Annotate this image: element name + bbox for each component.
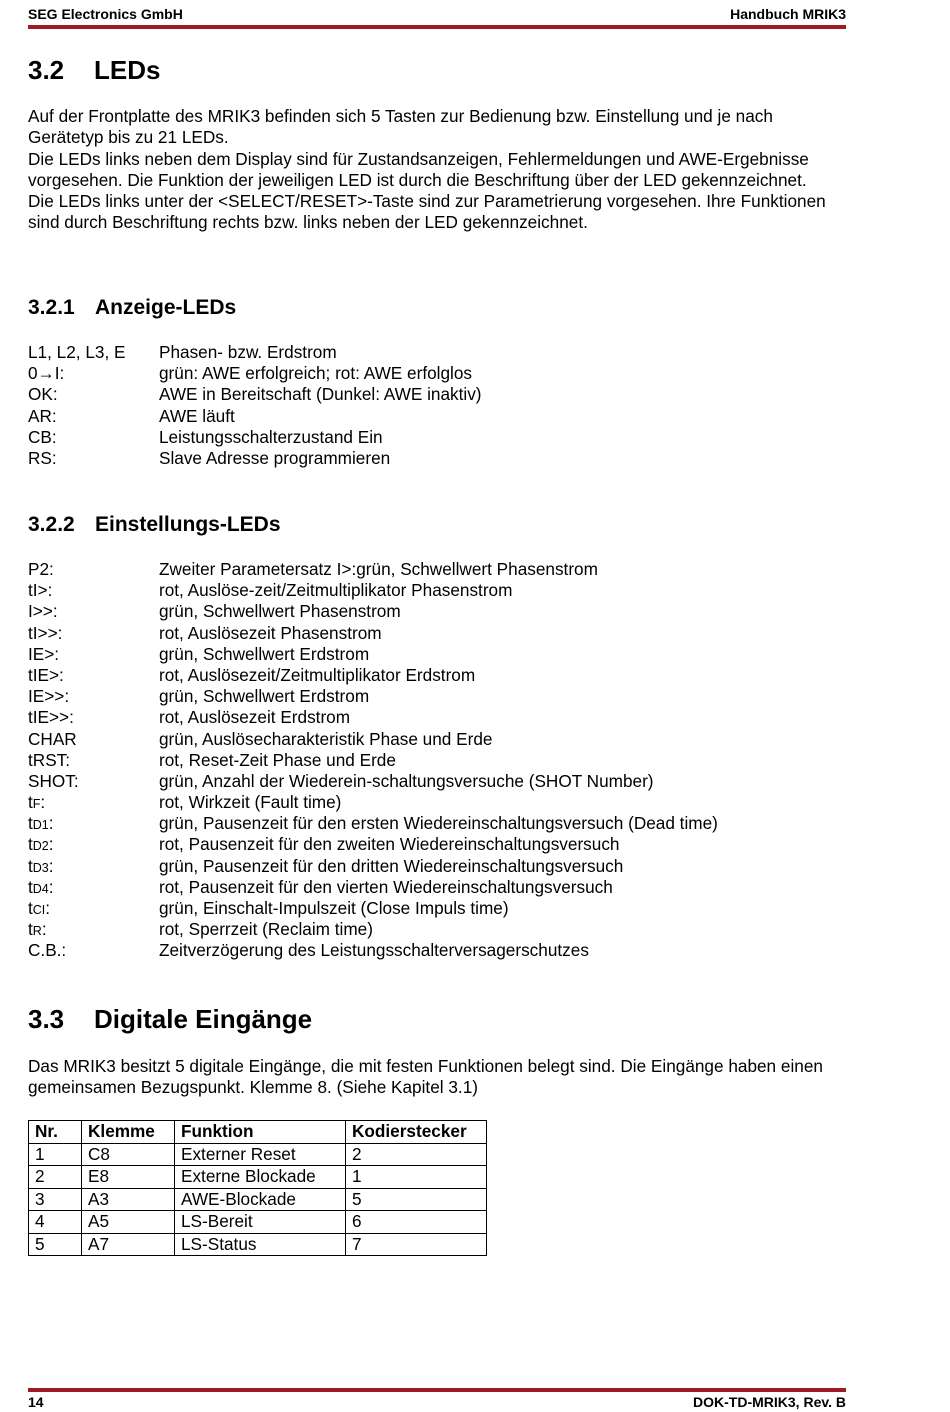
list-item xyxy=(28,792,848,813)
footer-rule xyxy=(28,1388,846,1392)
led-term: CHAR xyxy=(28,728,77,749)
list-item xyxy=(28,834,848,855)
table-cell: 1 xyxy=(29,1143,82,1166)
led-description: grün, Anzahl der Wiederein-schaltungsversuche (SHOT Number) xyxy=(159,770,654,791)
term-subscript: R xyxy=(32,924,42,939)
list-item xyxy=(28,559,848,580)
term-subscript: CI xyxy=(32,903,46,917)
term-subscript: D3 xyxy=(32,860,49,875)
table-cell: C8 xyxy=(82,1143,175,1166)
list-item xyxy=(28,813,848,834)
led-description: Zweiter Parametersatz I>:grün, Schwellwert Phasenstrom xyxy=(159,559,598,579)
term-base: t xyxy=(28,876,33,897)
column-header-kodierstecker: Kodierstecker xyxy=(346,1121,487,1144)
led-term: RS: xyxy=(28,447,57,468)
list-item xyxy=(28,686,848,707)
table-cell: 2 xyxy=(346,1143,487,1166)
section-title: Einstellungs-LEDs xyxy=(95,513,281,536)
term-suffix: : xyxy=(40,792,46,813)
header-company: SEG Electronics GmbH xyxy=(28,6,183,22)
table-cell: Externer Reset xyxy=(175,1143,346,1166)
page-header xyxy=(28,6,846,23)
led-description: rot, Auslösezeit Phasenstrom xyxy=(159,622,382,643)
led-description: AWE läuft xyxy=(159,405,235,426)
term-suffix: : xyxy=(41,919,47,940)
led-description: rot, Auslösezeit/Zeitmultiplikator Erdstrom xyxy=(159,664,476,685)
list-item xyxy=(28,940,848,961)
led-term xyxy=(28,834,54,857)
led-term: tI>>: xyxy=(28,622,63,643)
led-description: grün, Pausenzeit für den ersten Wiedereinschaltungsversuch (Dead time) xyxy=(159,813,718,834)
led-description: rot, Pausenzeit für den zweiten Wiedereinschaltungsversuch xyxy=(159,834,620,855)
list-item xyxy=(28,856,848,877)
term-suffix: : xyxy=(48,855,54,876)
display-led-list xyxy=(28,342,848,469)
section-3-2-text xyxy=(28,106,848,234)
term-suffix: : xyxy=(45,898,51,918)
page-number: 14 xyxy=(28,1394,44,1410)
led-description: Phasen- bzw. Erdstrom xyxy=(159,342,337,362)
list-item xyxy=(28,771,848,792)
led-description: Slave Adresse programmieren xyxy=(159,447,391,468)
led-description: rot, Auslösezeit Erdstrom xyxy=(159,707,351,728)
led-description: rot, Reset-Zeit Phase und Erde xyxy=(159,749,396,770)
led-description: grün, Einschalt-Impulszeit (Close Impuls time) xyxy=(159,898,509,918)
section-title: Anzeige-LEDs xyxy=(95,296,237,319)
table-row xyxy=(29,1211,487,1234)
page-footer xyxy=(28,1394,846,1411)
led-term: tRST: xyxy=(28,749,71,770)
list-item xyxy=(28,363,848,384)
list-item xyxy=(28,406,848,427)
table-cell: 5 xyxy=(29,1233,82,1256)
term-base: t xyxy=(28,813,33,834)
led-description: grün, Auslösecharakteristik Phase und Erde xyxy=(159,728,493,749)
led-description: rot, Pausenzeit für den vierten Wiedereinschaltungsversuch xyxy=(159,876,613,897)
table-row xyxy=(29,1166,487,1189)
paragraph: Auf der Frontplatte des MRIK3 befinden sich 5 Tasten zur Bedienung bzw. Einstellung und je nach Gerätetyp bis zu 21 LEDs. xyxy=(28,106,773,148)
section-heading-3-2-2 xyxy=(28,513,281,537)
table-cell: A7 xyxy=(82,1233,175,1256)
paragraph: Die LEDs links neben dem Display sind für Zustandsanzeigen, Fehlermeldungen und AWE-Ergebnisse vorgesehen. Die Funktion der jeweiligen LED ist durch die Beschriftung über der LED gekennzeichnet. xyxy=(28,148,809,190)
led-description: AWE in Bereitschaft (Dunkel: AWE inaktiv) xyxy=(159,384,482,405)
table-row xyxy=(29,1188,487,1211)
list-item xyxy=(28,580,848,601)
section-heading-3-2 xyxy=(28,55,160,85)
led-term xyxy=(28,898,50,921)
table-cell: 7 xyxy=(346,1233,487,1256)
led-description: grün, Schwellwert Erdstrom xyxy=(159,686,370,707)
led-term: tIE>: xyxy=(28,664,64,685)
list-item xyxy=(28,877,848,898)
term-suffix: : xyxy=(48,834,54,855)
term-subscript: D1 xyxy=(32,818,49,833)
list-item xyxy=(28,384,848,405)
table-cell: 6 xyxy=(346,1211,487,1234)
header-rule xyxy=(28,25,846,29)
table-cell: 5 xyxy=(346,1188,487,1211)
led-description: rot, Auslöse-zeit/Zeitmultiplikator Phasenstrom xyxy=(159,580,513,601)
term-base: t xyxy=(28,855,33,876)
list-item xyxy=(28,898,848,919)
section-number: 3.2.2 xyxy=(28,513,75,536)
term-subscript: D4 xyxy=(32,881,49,896)
paragraph: Die LEDs links unter der <SELECT/RESET>-Taste sind zur Parametrierung vorgesehen. Ihre Funktionen sind durch Beschriftung rechts bzw. links neben der LED gekennzeichnet. xyxy=(28,191,826,233)
document-id: DOK-TD-MRIK3, Rev. B xyxy=(693,1394,846,1410)
term-subscript: F xyxy=(32,797,41,812)
setting-led-list xyxy=(28,559,848,962)
led-term: tIE>>: xyxy=(28,707,74,728)
section-heading-3-2-1 xyxy=(28,296,236,320)
section-number: 3.3 xyxy=(28,1004,65,1034)
led-description: Leistungsschalterzustand Ein xyxy=(159,426,383,447)
list-item xyxy=(28,448,848,469)
term-suffix: : xyxy=(48,876,54,897)
led-term: IE>>: xyxy=(28,686,70,707)
term-subscript: D2 xyxy=(32,839,49,854)
header-manual-title: Handbuch MRIK3 xyxy=(730,6,846,22)
term-base: t xyxy=(28,919,33,940)
led-description: grün, Schwellwert Erdstrom xyxy=(159,643,370,664)
term-base: t xyxy=(28,834,33,855)
section-heading-3-3 xyxy=(28,1004,312,1034)
section-title: LEDs xyxy=(94,55,161,85)
table-cell: A3 xyxy=(82,1188,175,1211)
led-term: tI>: xyxy=(28,580,53,601)
list-item xyxy=(28,707,848,728)
led-term: CB: xyxy=(28,426,57,447)
led-term xyxy=(28,919,47,942)
led-term: 0→I: xyxy=(28,363,65,384)
led-term: C.B.: xyxy=(28,940,67,961)
term-base: t xyxy=(28,898,33,918)
led-term: AR: xyxy=(28,405,57,426)
list-item xyxy=(28,665,848,686)
led-description: grün, Pausenzeit für den dritten Wiedereinschaltungsversuch xyxy=(159,855,624,876)
led-term xyxy=(28,813,54,836)
table-cell: 3 xyxy=(29,1188,82,1211)
table-cell: E8 xyxy=(82,1166,175,1189)
led-description: Zeitverzögerung des Leistungsschalterversagerschutzes xyxy=(159,940,589,961)
table-cell: LS-Status xyxy=(175,1233,346,1256)
led-description: rot, Sperrzeit (Reclaim time) xyxy=(159,919,373,940)
digital-inputs-table xyxy=(28,1120,487,1256)
led-term: L1, L2, L3, E xyxy=(28,342,126,362)
list-item xyxy=(28,342,848,363)
column-header-funktion: Funktion xyxy=(175,1121,346,1144)
list-item xyxy=(28,623,848,644)
led-term: IE>: xyxy=(28,643,60,664)
table-row xyxy=(29,1143,487,1166)
section-3-3-text xyxy=(28,1056,848,1099)
table-cell: A5 xyxy=(82,1211,175,1234)
table-header-row xyxy=(29,1121,487,1144)
led-term: OK: xyxy=(28,384,58,405)
led-term: P2: xyxy=(28,559,54,579)
list-item xyxy=(28,601,848,622)
section-number: 3.2 xyxy=(28,55,65,85)
led-description: grün: AWE erfolgreich; rot: AWE erfolglos xyxy=(159,363,472,384)
led-term: SHOT: xyxy=(28,770,79,791)
list-item xyxy=(28,919,848,940)
term-suffix: : xyxy=(48,813,54,834)
table-cell: LS-Bereit xyxy=(175,1211,346,1234)
table-cell: AWE-Blockade xyxy=(175,1188,346,1211)
column-header-klemme: Klemme xyxy=(82,1121,175,1144)
term-base: t xyxy=(28,792,33,813)
table-cell: 2 xyxy=(29,1166,82,1189)
table-row xyxy=(29,1233,487,1256)
list-item xyxy=(28,427,848,448)
led-term xyxy=(28,877,54,900)
table-cell: 1 xyxy=(346,1166,487,1189)
table-cell: 4 xyxy=(29,1211,82,1234)
led-term xyxy=(28,792,45,815)
list-item xyxy=(28,644,848,665)
led-term: I>>: xyxy=(28,601,58,622)
list-item xyxy=(28,750,848,771)
paragraph: Das MRIK3 besitzt 5 digitale Eingänge, die mit festen Funktionen belegt sind. Die Eingänge haben einen gemeinsamen Bezugspunkt. Klemme 8. (Siehe Kapitel 3.1) xyxy=(28,1056,823,1098)
table-cell: Externe Blockade xyxy=(175,1166,346,1189)
led-description: grün, Schwellwert Phasenstrom xyxy=(159,601,401,622)
column-header-nr: Nr. xyxy=(29,1121,82,1144)
list-item xyxy=(28,729,848,750)
section-title: Digitale Eingänge xyxy=(94,1004,313,1034)
led-term xyxy=(28,856,54,879)
led-description: rot, Wirkzeit (Fault time) xyxy=(159,792,342,813)
section-number: 3.2.1 xyxy=(28,296,75,319)
